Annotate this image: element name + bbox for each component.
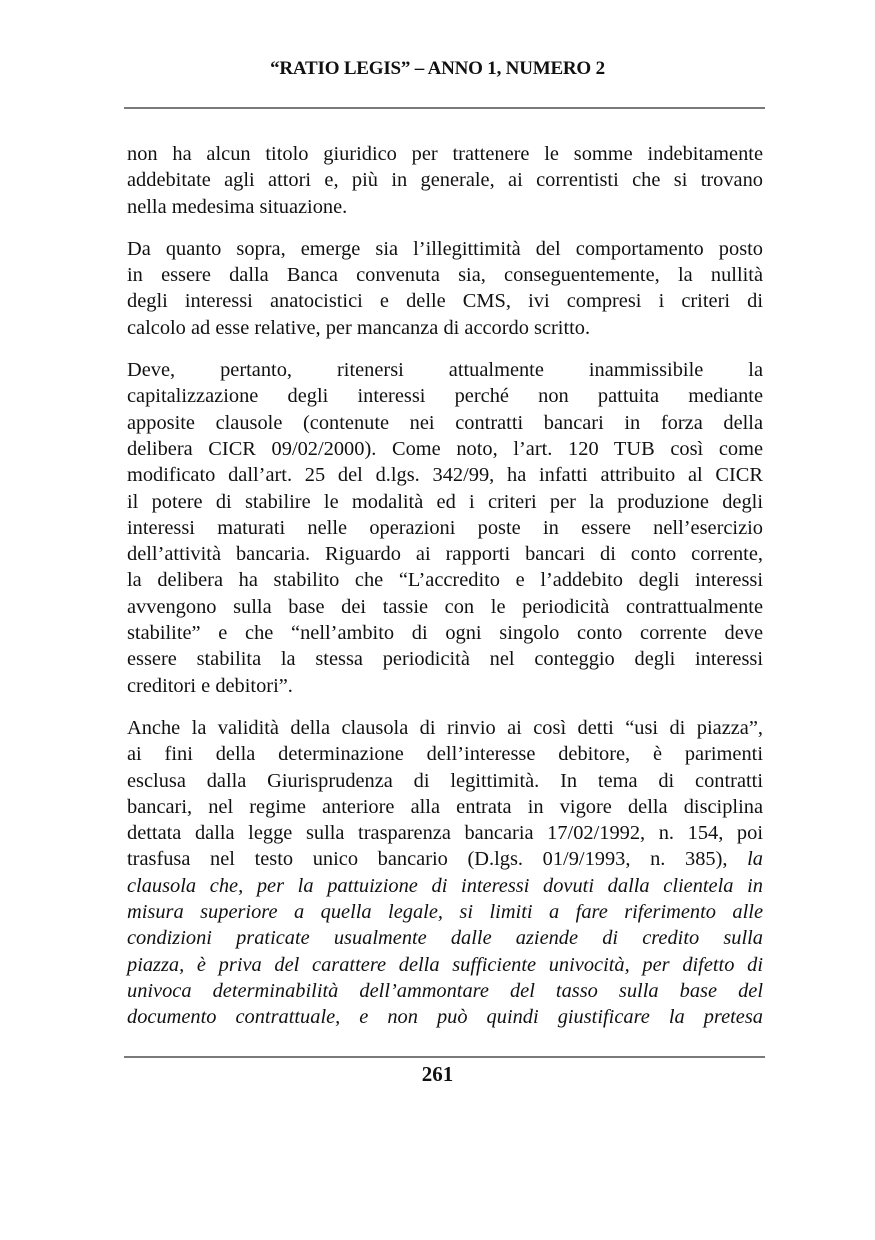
running-header: “RATIO LEGIS” – ANNO 1, NUMERO 2 [270, 58, 605, 79]
italic-quote-line: condizioni praticate usualmente dalle aziende di credito sulla [127, 927, 763, 950]
plain-segment: trasfusa nel testo unico bancario (D.lgs. 01/9/1993, n. 385), [127, 848, 748, 871]
text-line: avvengono sulla base dei tassie con le periodicità contrattualmente [127, 595, 763, 618]
italic-quote-line: clausola che, per la pattuizione di interessi dovuti dalla clientela in [127, 874, 763, 897]
page-number: 261 [421, 1062, 454, 1086]
page-body [127, 141, 763, 1047]
text-line: stabilite” e che “nell’ambito di ogni singolo conto corrente deve [127, 622, 763, 645]
text-line: apposite clausole (contenute nei contratti bancari in forza della [127, 411, 763, 434]
text-line: Anche la validità della clausola di rinvio ai così detti “usi di piazza”, [127, 716, 763, 739]
text-line: esclusa dalla Giurisprudenza di legittimità. In tema di contratti [127, 769, 763, 792]
text-line: nella medesima situazione. [127, 195, 348, 218]
paragraph-4 [127, 715, 763, 1031]
text-line: il potere di stabilire le modalità ed i criteri per la produzione degli [127, 490, 763, 513]
text-line: la delibera ha stabilito che “L’accredito e l’addebito degli interessi [127, 569, 763, 592]
text-line: creditori e debitori”. [127, 674, 293, 697]
italic-quote-line: misura superiore a quella legale, si limiti a fare riferimento alle [127, 901, 763, 924]
text-line: in essere dalla Banca convenuta sia, conseguentemente, la nullità [127, 264, 763, 287]
text-line: degli interessi anatocistici e delle CMS, ivi compresi i criteri di [127, 290, 763, 313]
text-line: dettata dalla legge sulla trasparenza bancaria 17/02/1992, n. 154, poi [127, 822, 763, 845]
text-line: essere stabilita la stessa periodicità nel conteggio degli interessi [127, 648, 763, 671]
paragraph-1 [127, 141, 763, 220]
text-line: interessi maturati nelle operazioni poste in essere nell’esercizio [127, 516, 763, 539]
italic-segment: la [747, 848, 763, 871]
italic-quote-line: univoca determinabilità dell’ammontare del tasso sulla base del [127, 979, 763, 1002]
paragraph-2 [127, 236, 763, 341]
italic-quote-line: documento contrattuale, e non può quindi giustificare la pretesa [127, 1006, 763, 1029]
text-line: delibera CICR 09/02/2000). Come noto, l’art. 120 TUB così come [127, 437, 763, 460]
footer-rule [124, 1056, 765, 1058]
italic-quote-line: piazza, è priva del carattere della sufficiente univocità, per difetto di [127, 953, 763, 976]
text-line: addebitate agli attori e, più in generale, ai correntisti che si trovano [127, 169, 763, 192]
text-line: calcolo ad esse relative, per mancanza di accordo scritto. [127, 316, 591, 339]
text-line-mixed [127, 846, 763, 872]
text-line: Da quanto sopra, emerge sia l’illegittimità del comportamento posto [127, 237, 763, 260]
text-line: bancari, nel regime anteriore alla entrata in vigore della disciplina [127, 795, 763, 818]
text-line: modificato dall’art. 25 del d.lgs. 342/99, ha infatti attribuito al CICR [127, 464, 763, 487]
header-rule [124, 107, 765, 109]
paragraph-3 [127, 357, 763, 699]
text-line: dell’attività bancaria. Riguardo ai rapporti bancari di conto corrente, [127, 543, 763, 566]
text-line: capitalizzazione degli interessi perché non pattuita mediante [127, 385, 763, 408]
text-line: Deve, pertanto, ritenersi attualmente inammissibile la [127, 359, 763, 382]
text-line: non ha alcun titolo giuridico per trattenere le somme indebitamente [127, 143, 763, 165]
text-line: ai fini della determinazione dell’interesse debitore, è parimenti [127, 743, 763, 766]
